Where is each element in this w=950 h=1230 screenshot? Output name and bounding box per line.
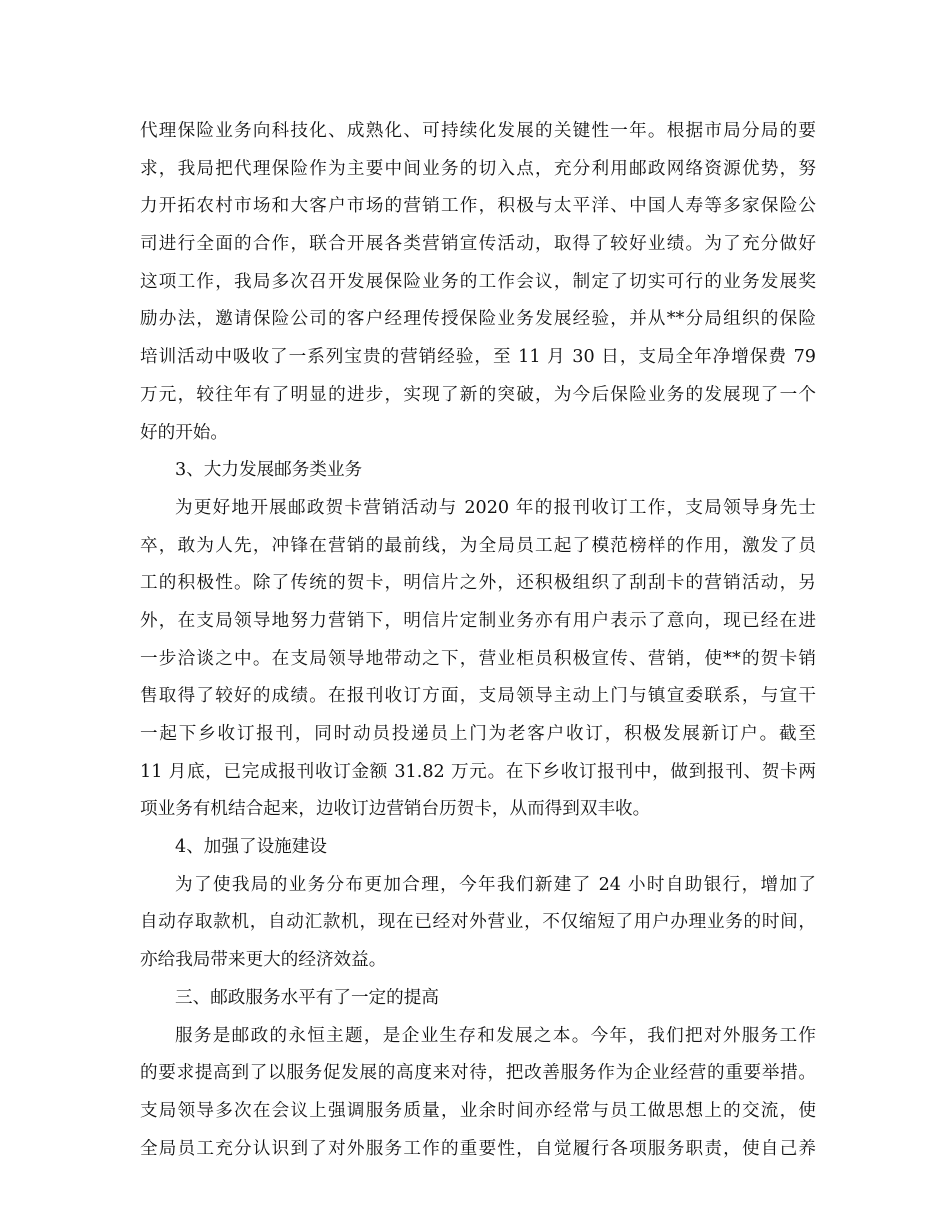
text-line-end: 好的开始。 [140,422,228,443]
text-line: 为了使我局的业务分布更加合理，今年我们新建了 24 小时自助银行，增加了 [175,874,816,895]
text-line: 卒，敢为人先，冲锋在营销的最前线，为全局员工起了模范榜样的作用，激发了员 [140,535,816,556]
text-line-end: 4、加强了设施建设 [175,837,327,858]
text-line: 的要求提高到了以服务促发展的高度来对待，把改善服务作为企业经营的重要举措。 [140,1063,816,1084]
text-line: 力开拓农村市场和大客户市场的营销工作，积极与太平洋、中国人寿等多家保险公 [140,196,816,217]
text-line: 自动存取款机，自动汇款机，现在已经对外营业，不仅缩短了用户办理业务的时间， [140,912,816,933]
text-line: 司进行全面的合作，联合开展各类营销宣传活动，取得了较好业绩。为了充分做好 [140,234,816,255]
body-text [140,113,816,1168]
text-line: 这项工作，我局多次召开发展保险业务的工作会议，制定了切实可行的业务发展奖 [140,271,816,292]
text-line: 外，在支局领导地努力营销下，明信片定制业务亦有用户表示了意向，现已经在进 [140,610,816,631]
text-line: 售取得了较好的成绩。在报刊收订方面，支局领导主动上门与镇宣委联系，与宣干 [140,686,816,707]
text-line: 励办法，邀请保险公司的客户经理传授保险业务发展经验，并从**分局组织的保险 [140,309,816,330]
text-line: 全局员工充分认识到了对外服务工作的重要性，自觉履行各项服务职责，使自己养 [140,1138,816,1159]
text-line: 为更好地开展邮政贺卡营销活动与 2020 年的报刊收订工作，支局领导身先士 [175,497,816,518]
text-line: 求，我局把代理保险作为主要中间业务的切入点，充分利用邮政网络资源优势，努 [140,158,816,179]
text-line: 一起下乡收订报刊，同时动员投递员上门为老客户收订，积极发展新订户。截至 [140,724,816,744]
text-line: 代理保险业务向科技化、成熟化、可持续化发展的关键性一年。根据市局分局的要 [140,121,816,141]
text-line: 支局领导多次在会议上强调服务质量，业余时间亦经常与员工做思想上的交流，使 [140,1100,816,1121]
text-line: 万元，较往年有了明显的进步，实现了新的突破，为今后保险业务的发展现了一个 [140,384,816,405]
text-line-end: 项业务有机结合起来，边收订边营销台历贺卡，从而得到双丰收。 [140,799,651,820]
text-line: 一步洽谈之中。在支局领导地带动之下，营业柜员积极宣传、营销，使**的贺卡销 [140,648,816,669]
text-line: 11 月底，已完成报刊收订金额 31.82 万元。在下乡收订报刊中，做到报刊、贺卡两 [140,761,816,782]
text-line: 工的积极性。除了传统的贺卡，明信片之外，还积极组织了刮刮卡的营销活动，另 [140,573,816,594]
text-line-end: 3、大力发展邮务类业务 [175,460,363,481]
text-line-end: 亦给我局带来更大的经济效益。 [140,950,387,971]
text-line: 培训活动中吸收了一系列宝贵的营销经验，至 11 月 30 日，支局全年净增保费 79 [140,347,816,368]
text-line: 服务是邮政的永恒主题，是企业生存和发展之本。今年，我们把对外服务工作 [175,1025,816,1046]
text-line-end: 三、邮政服务水平有了一定的提高 [175,987,439,1008]
